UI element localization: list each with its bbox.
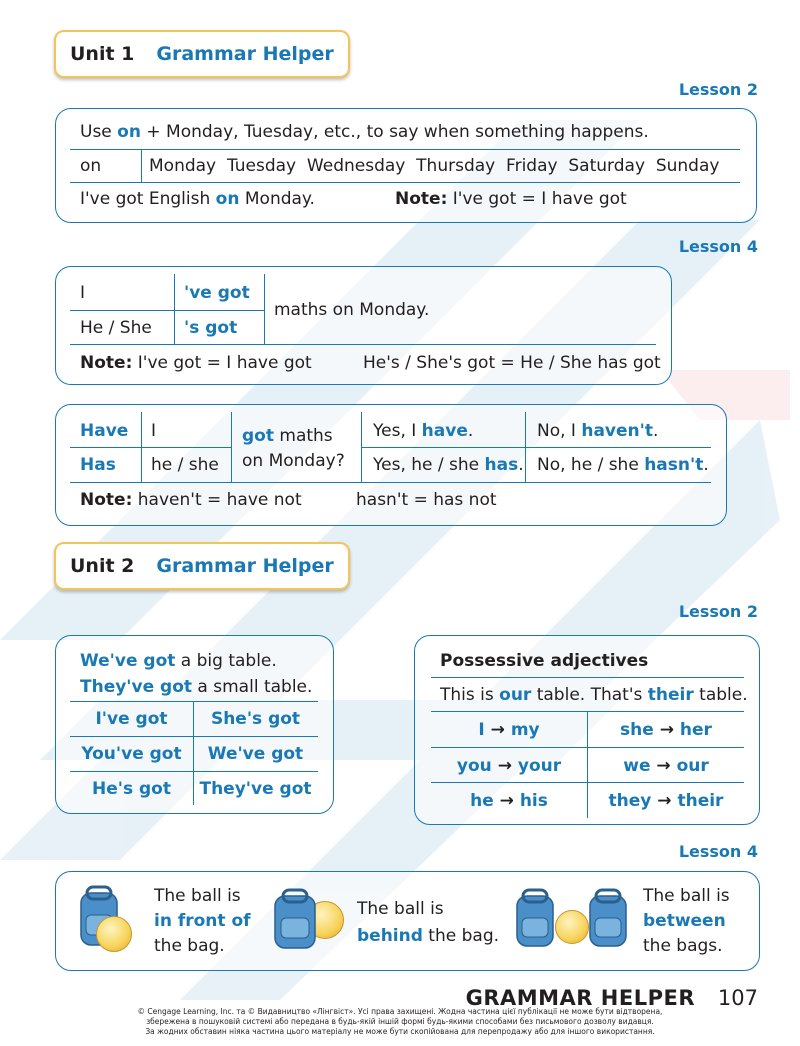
sentence-2: They've got a small table. xyxy=(80,677,313,697)
behind-line-2: behind the bag. xyxy=(357,926,500,946)
lesson-label: Lesson 4 xyxy=(678,842,758,861)
on-example: I've got English on Monday. xyxy=(80,189,315,209)
between-line-3: the bags. xyxy=(643,936,723,956)
object-text: maths on Monday. xyxy=(274,300,430,320)
contraction-cell: You've got xyxy=(81,744,182,764)
sentence-1: We've got a big table. xyxy=(80,651,277,671)
lesson-label: Lesson 2 xyxy=(678,80,758,99)
unit1-label: Unit 1 xyxy=(70,43,135,65)
unit2-tab xyxy=(54,542,350,590)
between-line-1: The ball is xyxy=(643,886,730,906)
divider xyxy=(193,701,194,805)
verb-s-got: 's got xyxy=(184,318,238,338)
have-word: Have xyxy=(80,421,129,441)
days-row: Monday Tuesday Wednesday Thursday Friday Saturday Sunday xyxy=(149,156,720,176)
copyright-line: збережена в пошуковій системі або передана в будь-якій іншій формі будь-якими способами без письмового дозволу видавця. xyxy=(146,1017,654,1026)
divider xyxy=(70,182,740,183)
divider xyxy=(70,701,318,702)
divider xyxy=(70,771,318,772)
unit2-label: Unit 2 xyxy=(70,555,135,577)
note: Note: haven't = have not xyxy=(80,490,302,510)
subject-i: I xyxy=(80,283,86,303)
divider xyxy=(431,677,744,678)
on-rule: Use on + Monday, Tuesday, etc., to say when something happens. xyxy=(80,122,649,142)
contraction-cell: He's got xyxy=(92,779,171,799)
possessive-pair: I → my xyxy=(478,719,540,740)
copyright-line: © Cengage Learning, Inc. та © Видавництво «Лінгвіст». Усі права захищені. Жодна частина цієї публікації не може бути відтворена, xyxy=(137,1007,663,1016)
backpack-icon xyxy=(271,888,319,950)
ball-icon xyxy=(96,916,132,952)
in-front-line-3: the bag. xyxy=(154,936,225,956)
on-label: on xyxy=(80,156,102,176)
has-word: Has xyxy=(80,455,116,475)
contraction-cell: We've got xyxy=(207,744,304,764)
subject-he-she: he / she xyxy=(151,455,219,475)
divider xyxy=(70,736,318,737)
behind-line-1: The ball is xyxy=(357,899,444,919)
subject-i: I xyxy=(151,421,157,441)
unit2-title: Grammar Helper xyxy=(156,555,334,577)
backpack-icon xyxy=(513,888,557,948)
no-answer-1: No, I haven't. xyxy=(537,421,659,441)
in-front-line-2: in front of xyxy=(154,911,251,931)
divider xyxy=(141,412,142,482)
between-line-2: between xyxy=(643,911,726,931)
note: Note: I've got = I have got xyxy=(80,353,312,373)
divider xyxy=(70,149,740,150)
ball-icon xyxy=(555,910,589,944)
divider xyxy=(70,310,264,311)
possessive-title: Possessive adjectives xyxy=(440,651,649,671)
possessive-pair: they → their xyxy=(608,790,724,811)
yes-answer-1: Yes, I have. xyxy=(373,421,474,441)
divider xyxy=(264,274,265,344)
lesson-label: Lesson 4 xyxy=(678,237,758,256)
note: Note: I've got = I have got xyxy=(395,189,627,209)
copyright-line: За жодних обставин ніяка частина цього матеріалу не може бути скопійована для перепродажу або для іншого використання. xyxy=(145,1027,655,1036)
contraction-cell: I've got xyxy=(95,709,168,729)
unit1-title: Grammar Helper xyxy=(156,43,334,65)
contraction-cell: They've got xyxy=(199,779,312,799)
got-maths: got maths xyxy=(242,426,333,446)
divider xyxy=(174,274,175,344)
backpack-icon xyxy=(586,888,630,948)
divider xyxy=(361,447,711,448)
divider xyxy=(231,412,232,482)
note-he-she: He's / She's got = He / She has got xyxy=(363,353,661,373)
possessive-sentence: This is our table. That's their table. xyxy=(440,685,748,705)
possessive-pair: he → his xyxy=(470,790,548,811)
divider xyxy=(70,482,711,483)
lesson-label: Lesson 2 xyxy=(678,602,758,621)
possessive-pair: she → her xyxy=(620,719,712,740)
divider xyxy=(70,344,656,345)
on-monday-question: on Monday? xyxy=(242,451,345,471)
divider xyxy=(70,447,231,448)
divider xyxy=(141,149,142,182)
divider xyxy=(361,412,362,482)
contraction-cell: She's got xyxy=(210,709,301,729)
no-answer-2: No, he / she hasn't. xyxy=(537,455,709,475)
note-hasnt: hasn't = has not xyxy=(356,490,497,510)
divider xyxy=(525,412,526,482)
in-front-line-1: The ball is xyxy=(154,886,241,906)
page-number: 107 xyxy=(717,986,758,1010)
possessive-pair: you → your xyxy=(456,755,562,776)
footer-title: GRAMMAR HELPER xyxy=(465,986,695,1010)
possessive-pair: we → our xyxy=(623,755,709,776)
yes-answer-2: Yes, he / she has. xyxy=(373,455,524,475)
verb-ve-got: 've got xyxy=(184,283,250,303)
subject-he-she: He / She xyxy=(80,318,152,338)
divider xyxy=(587,711,588,818)
unit1-tab xyxy=(54,30,350,78)
